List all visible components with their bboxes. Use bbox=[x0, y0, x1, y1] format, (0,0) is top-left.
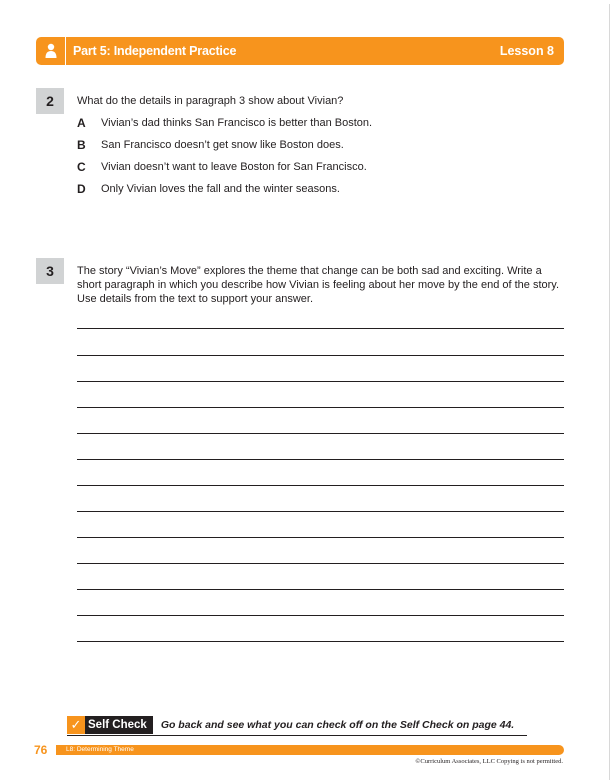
self-check-label: Self Check bbox=[85, 716, 153, 734]
copyright-notice: ©Curriculum Associates, LLC Copying is not permitted. bbox=[415, 758, 563, 765]
self-check-instruction: Go back and see what you can check off on the Self Check on page 44. bbox=[160, 719, 515, 731]
checkmark-icon: ✓ bbox=[67, 716, 85, 734]
answer-line[interactable] bbox=[77, 537, 564, 538]
answer-line[interactable] bbox=[77, 589, 564, 590]
choice-letter: B bbox=[77, 138, 86, 152]
choice-text: Only Vivian loves the fall and the winter seasons. bbox=[101, 183, 340, 195]
question-number-2: 2 bbox=[36, 88, 64, 114]
choice-text: San Francisco doesn’t get snow like Boston does. bbox=[101, 139, 344, 151]
answer-choice-c[interactable] bbox=[77, 160, 367, 174]
person-icon-wrap bbox=[36, 37, 66, 65]
choice-text: Vivian’s dad thinks San Francisco is better than Boston. bbox=[101, 117, 373, 129]
footer-bar bbox=[56, 745, 564, 755]
answer-line[interactable] bbox=[77, 355, 564, 356]
answer-line[interactable] bbox=[77, 407, 564, 408]
question-2-prompt: What do the details in paragraph 3 show about Vivian? bbox=[77, 95, 344, 107]
section-header bbox=[36, 37, 564, 65]
answer-line[interactable] bbox=[77, 328, 564, 329]
answer-choice-a[interactable] bbox=[77, 116, 372, 130]
question-number-3: 3 bbox=[36, 258, 64, 284]
choice-letter: D bbox=[77, 182, 86, 196]
answer-line[interactable] bbox=[77, 641, 564, 642]
answer-line[interactable] bbox=[77, 511, 564, 512]
answer-line[interactable] bbox=[77, 563, 564, 564]
self-check-underline bbox=[67, 735, 527, 736]
page-number: 76 bbox=[34, 743, 48, 757]
self-check-banner bbox=[67, 716, 514, 734]
choice-letter: A bbox=[77, 116, 86, 130]
choice-text: Vivian doesn’t want to leave Boston for San Francisco. bbox=[101, 161, 367, 173]
question-3-prompt: The story “Vivian’s Move” explores the theme that change can be both sad and exciting. Write a short paragraph in which you describe how Vivian is feeling about her move by the end of the story. Use details from the text to support your answer. bbox=[77, 265, 560, 305]
choice-letter: C bbox=[77, 160, 86, 174]
answer-line[interactable] bbox=[77, 433, 564, 434]
answer-line[interactable] bbox=[77, 485, 564, 486]
answer-choice-d[interactable] bbox=[77, 182, 340, 196]
answer-line[interactable] bbox=[77, 615, 564, 616]
answer-line[interactable] bbox=[77, 459, 564, 460]
section-title: Part 5: Independent Practice bbox=[73, 44, 237, 58]
answer-line[interactable] bbox=[77, 381, 564, 382]
person-icon bbox=[45, 43, 57, 59]
answer-choice-b[interactable] bbox=[77, 138, 344, 152]
lesson-label: Lesson 8 bbox=[499, 44, 554, 58]
lesson-reference: L8: Determining Theme bbox=[66, 746, 134, 753]
